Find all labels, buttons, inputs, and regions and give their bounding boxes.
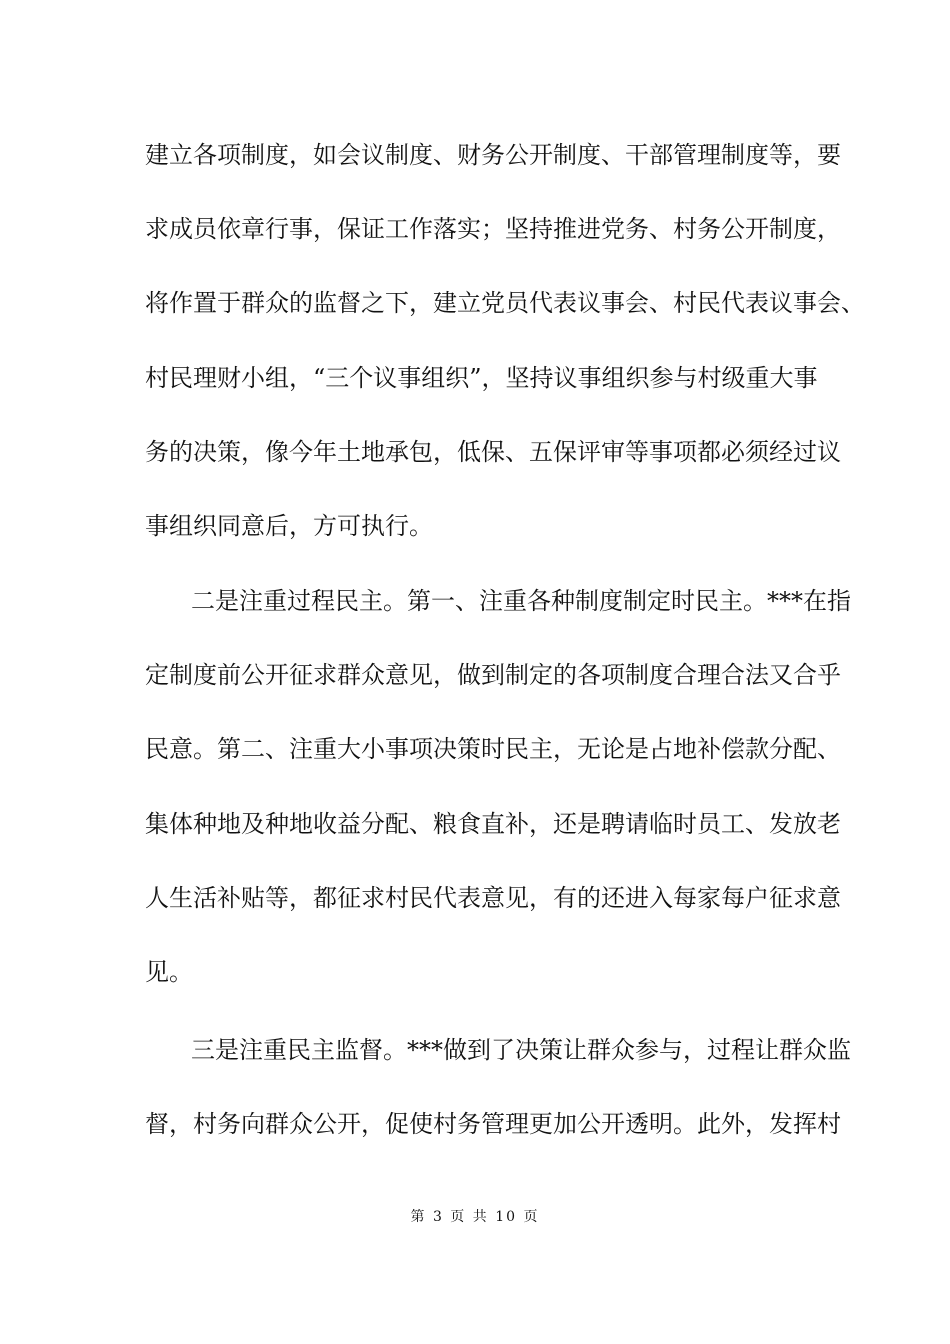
page-number-footer: 第 3 页 共 10 页 [410,1209,540,1225]
paragraph-line: 二是注重过程民主。第一、注重各种制度制定时民主。***在指 [191,587,851,615]
paragraph-line: 见。 [145,958,193,986]
paragraph-line: 求成员依章行事，保证工作落实；坚持推进党务、村务公开制度， [145,215,841,243]
paragraph-line: 建立各项制度，如会议制度、财务公开制度、干部管理制度等，要 [145,141,841,169]
paragraph-line: 务的决策，像今年土地承包，低保、五保评审等事项都必须经过议 [145,438,841,466]
paragraph-line: 村民理财小组，“三个议事组织”，坚持议事组织参与村级重大事 [145,364,818,392]
paragraph-line: 督，村务向群众公开，促使村务管理更加公开透明。此外，发挥村 [145,1110,841,1138]
paragraph-line: 将作置于群众的监督之下，建立党员代表议事会、村民代表议事会、 [145,289,865,317]
paragraph-line: 集体种地及种地收益分配、粮食直补，还是聘请临时员工、发放老 [145,810,841,838]
paragraph-line: 民意。第二、注重大小事项决策时民主，无论是占地补偿款分配、 [145,735,841,763]
paragraph-line: 事组织同意后，方可执行。 [145,512,433,540]
paragraph-line: 定制度前公开征求群众意见，做到制定的各项制度合理合法又合乎 [145,661,841,689]
paragraph-line: 人生活补贴等，都征求村民代表意见，有的还进入每家每户征求意 [145,884,841,912]
paragraph-line: 三是注重民主监督。***做到了决策让群众参与，过程让群众监 [191,1036,851,1064]
